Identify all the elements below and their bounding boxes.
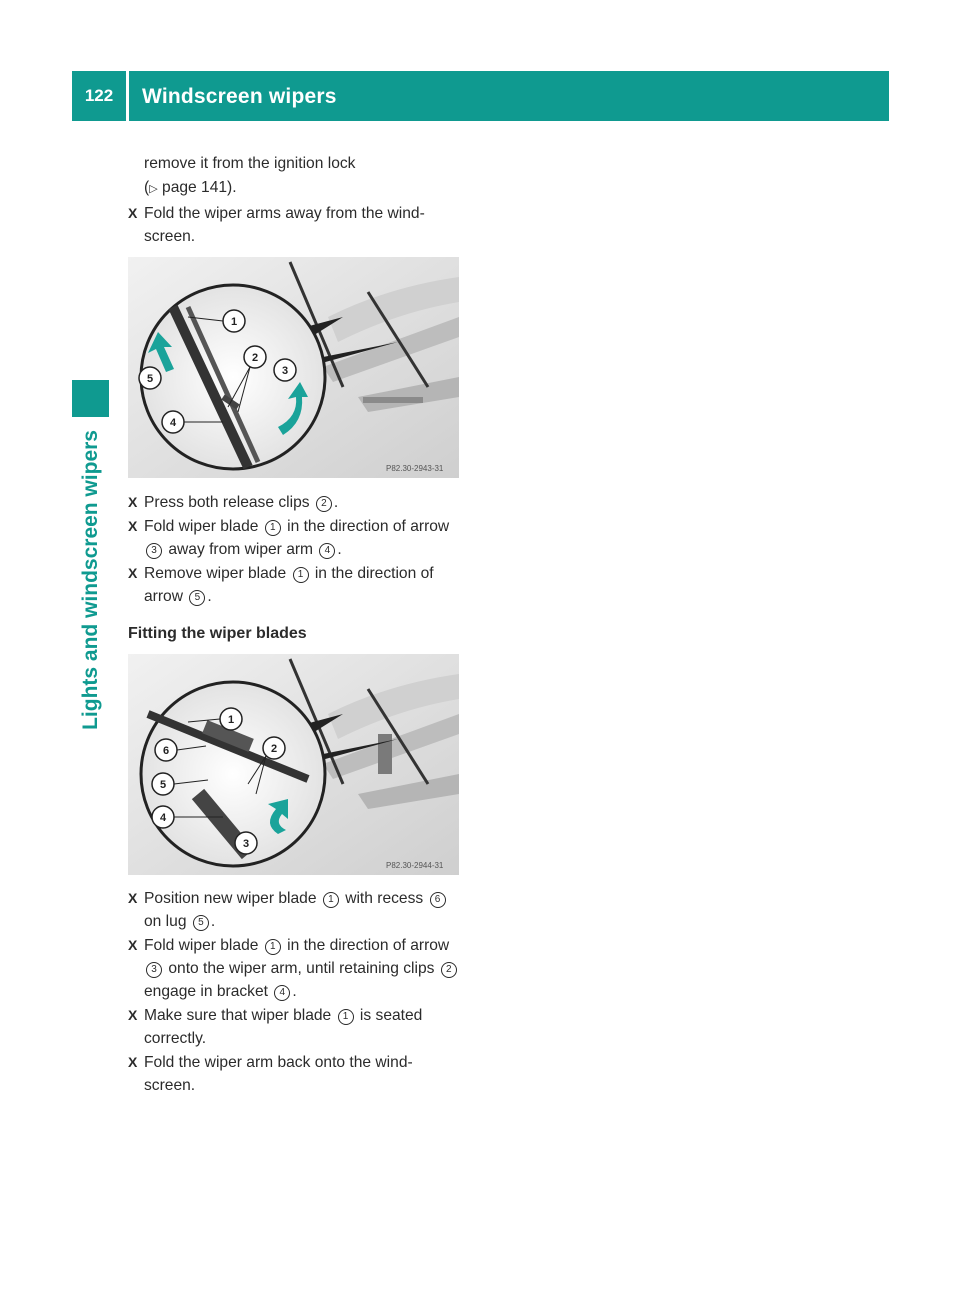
figure-code: P82.30-2943-31: [386, 464, 444, 473]
svg-text:3: 3: [242, 838, 250, 850]
svg-text:4: 4: [159, 812, 167, 824]
svg-text:1: 1: [227, 714, 235, 726]
figure-wiper-removal: [128, 257, 459, 478]
callout-ref: 1: [323, 892, 339, 908]
svg-text:5: 5: [146, 373, 154, 385]
svg-text:4: 4: [169, 417, 177, 429]
step-marker-icon: X: [128, 518, 138, 534]
step-marker-icon: X: [128, 890, 138, 906]
figure-code: P82.30-2944-31: [386, 861, 444, 870]
list-item: X Make sure that wiper blade 1 is seated correctly.: [128, 1004, 463, 1050]
list-item: X Fold the wiper arms away from the wind-screen.: [128, 202, 463, 248]
callout-ref: 1: [265, 520, 281, 536]
triangle-right-icon: ▷: [149, 183, 158, 195]
intro-line: remove it from the ignition lock: [144, 155, 356, 172]
svg-text:2: 2: [251, 352, 259, 364]
step-marker-icon: X: [128, 494, 138, 510]
svg-text:1: 1: [230, 316, 238, 328]
page-reference: (▷ page 141).: [144, 179, 237, 196]
list-item: X Fold wiper blade 1 in the direction of arrow 3 onto the wiper arm, until retaining clips 2 engage in bracket 4 .: [128, 934, 463, 1003]
callout-ref: 4: [319, 543, 335, 559]
callout-ref: 1: [265, 939, 281, 955]
callout-ref: 1: [293, 567, 309, 583]
step-marker-icon: X: [128, 1054, 138, 1070]
callout-ref: 4: [274, 985, 290, 1001]
callout-ref: 2: [316, 496, 332, 512]
side-label-text: Lights and windscreen wipers: [78, 430, 102, 730]
callout-ref: 1: [338, 1009, 354, 1025]
list-item: X Fold wiper blade 1 in the direction of arrow 3 away from wiper arm 4 .: [128, 515, 463, 561]
page-header: [72, 71, 889, 121]
svg-text:6: 6: [162, 745, 170, 757]
step-marker-icon: X: [128, 937, 138, 953]
callout-ref: 5: [189, 590, 205, 606]
callout-ref: 3: [146, 962, 162, 978]
svg-text:3: 3: [281, 365, 289, 377]
svg-text:5: 5: [159, 779, 167, 791]
callout-ref: 2: [441, 962, 457, 978]
callout-ref: 6: [430, 892, 446, 908]
section-heading: Fitting the wiper blades: [128, 625, 307, 642]
removal-steps: [128, 491, 463, 645]
page-ref-link[interactable]: page 141).: [162, 179, 237, 196]
header-divider: [126, 71, 129, 121]
list-item: X Press both release clips 2 .: [128, 491, 463, 514]
fitting-steps: [128, 887, 463, 1098]
page-title: Windscreen wipers: [142, 85, 337, 108]
svg-text:2: 2: [270, 743, 278, 755]
list-item: X Remove wiper blade 1 in the direction of arrow 5 .: [128, 562, 463, 608]
section-side-label: [72, 430, 109, 760]
page-number: 122: [84, 86, 114, 105]
step-marker-icon: X: [128, 205, 138, 221]
step-marker-icon: X: [128, 1007, 138, 1023]
intro-text: [128, 152, 463, 249]
step-marker-icon: X: [128, 565, 138, 581]
list-item: X Fold the wiper arm back onto the wind-screen.: [128, 1051, 463, 1097]
callout-ref: 5: [193, 915, 209, 931]
section-tab-marker: [72, 380, 109, 417]
callout-ref: 3: [146, 543, 162, 559]
list-item: X Position new wiper blade 1 with recess 6 on lug 5 .: [128, 887, 463, 933]
figure-wiper-fitting: [128, 654, 459, 875]
